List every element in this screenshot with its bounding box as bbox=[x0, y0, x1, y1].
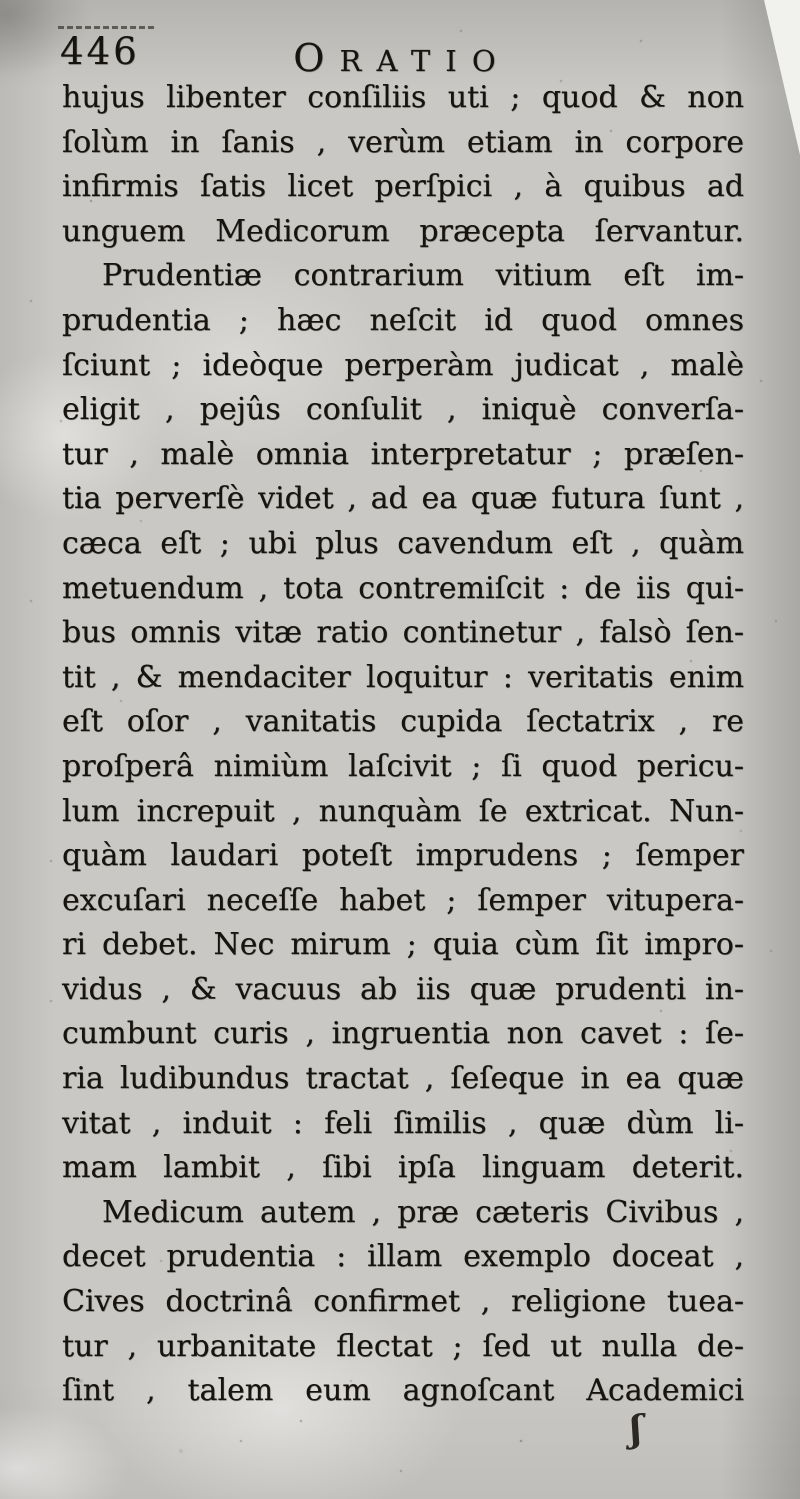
text-line: infirmis ſatis licet perſpici , à quibus ad bbox=[62, 169, 744, 205]
running-title-wrap bbox=[0, 36, 800, 80]
stray-ink-mark: ʃ bbox=[627, 1407, 645, 1451]
text-line-paragraph-start: Medicum autem , præ cæteris Civibus , bbox=[102, 1194, 744, 1230]
text-line: ria ludibundus tractat , ſeſeque in ea quæ bbox=[62, 1061, 744, 1097]
text-line: ri debet. Nec mirum ; quia cùm ſit impro- bbox=[62, 927, 744, 963]
text-line: mam lambit , ſibi ipſa linguam deterit. bbox=[62, 1150, 744, 1186]
text-line: hujus libenter conſiliis uti ; quod & non bbox=[62, 80, 744, 115]
text-line: quàm laudari poteſt imprudens ; ſemper bbox=[62, 838, 744, 874]
text-line: lum increpuit , nunquàm ſe extricat. Nun- bbox=[62, 793, 744, 829]
page-header bbox=[0, 0, 800, 80]
text-line: cæca eſt ; ubi plus cavendum eſt , quàm bbox=[62, 525, 744, 561]
text-line: eligit , pejûs conſulit , iniquè converſa- bbox=[62, 392, 744, 428]
text-line: ſciunt ; ideòque perperàm judicat , malè bbox=[62, 347, 744, 383]
text-line: proſperâ nimiùm laſcivit ; ſi quod pericu- bbox=[62, 748, 744, 784]
text-block bbox=[62, 76, 744, 1414]
page-number: 446 bbox=[60, 30, 140, 73]
text-line: tit , & mendaciter loquitur : veritatis enim bbox=[62, 659, 744, 695]
text-line: tur , urbanitate flectat ; ſed ut nulla de- bbox=[62, 1328, 744, 1364]
text-line: tur , malè omnia interpretatur ; præſen- bbox=[62, 436, 744, 472]
text-line: ſolùm in ſanis , verùm etiam in corpore bbox=[62, 124, 744, 160]
overline-artifact bbox=[58, 26, 154, 29]
text-line: Cives doctrinâ confirmet , religione tuea- bbox=[62, 1284, 744, 1320]
text-line: excuſari neceſſe habet ; ſemper vitupera- bbox=[62, 882, 744, 918]
text-line: decet prudentia : illam exemplo doceat , bbox=[62, 1239, 744, 1275]
text-line: vidus , & vacuus ab iis quæ prudenti in- bbox=[62, 971, 744, 1007]
text-line-paragraph-start: Prudentiæ contrarium vitium eſt im- bbox=[102, 258, 744, 294]
text-line: unguem Medicorum præcepta ſervantur. bbox=[62, 213, 744, 249]
running-title: ORATIO bbox=[293, 36, 511, 80]
text-line: bus omnis vitæ ratio continetur , falsò ſen- bbox=[62, 615, 744, 651]
text-line: prudentia ; hæc neſcit id quod omnes bbox=[62, 302, 744, 338]
text-line: vitat , induit : feli ſimilis , quæ dùm li- bbox=[62, 1105, 744, 1141]
text-line: ſint , talem eum agnoſcant Academici bbox=[62, 1373, 744, 1409]
text-line: tia perverſè videt , ad ea quæ futura ſunt , bbox=[62, 481, 744, 517]
text-line: metuendum , tota contremiſcit : de iis qui- bbox=[62, 570, 744, 606]
text-line: eſt oſor , vanitatis cupida ſectatrix , re bbox=[62, 704, 744, 740]
text-line: cumbunt curis , ingruentia non cavet : ſe- bbox=[62, 1016, 744, 1052]
